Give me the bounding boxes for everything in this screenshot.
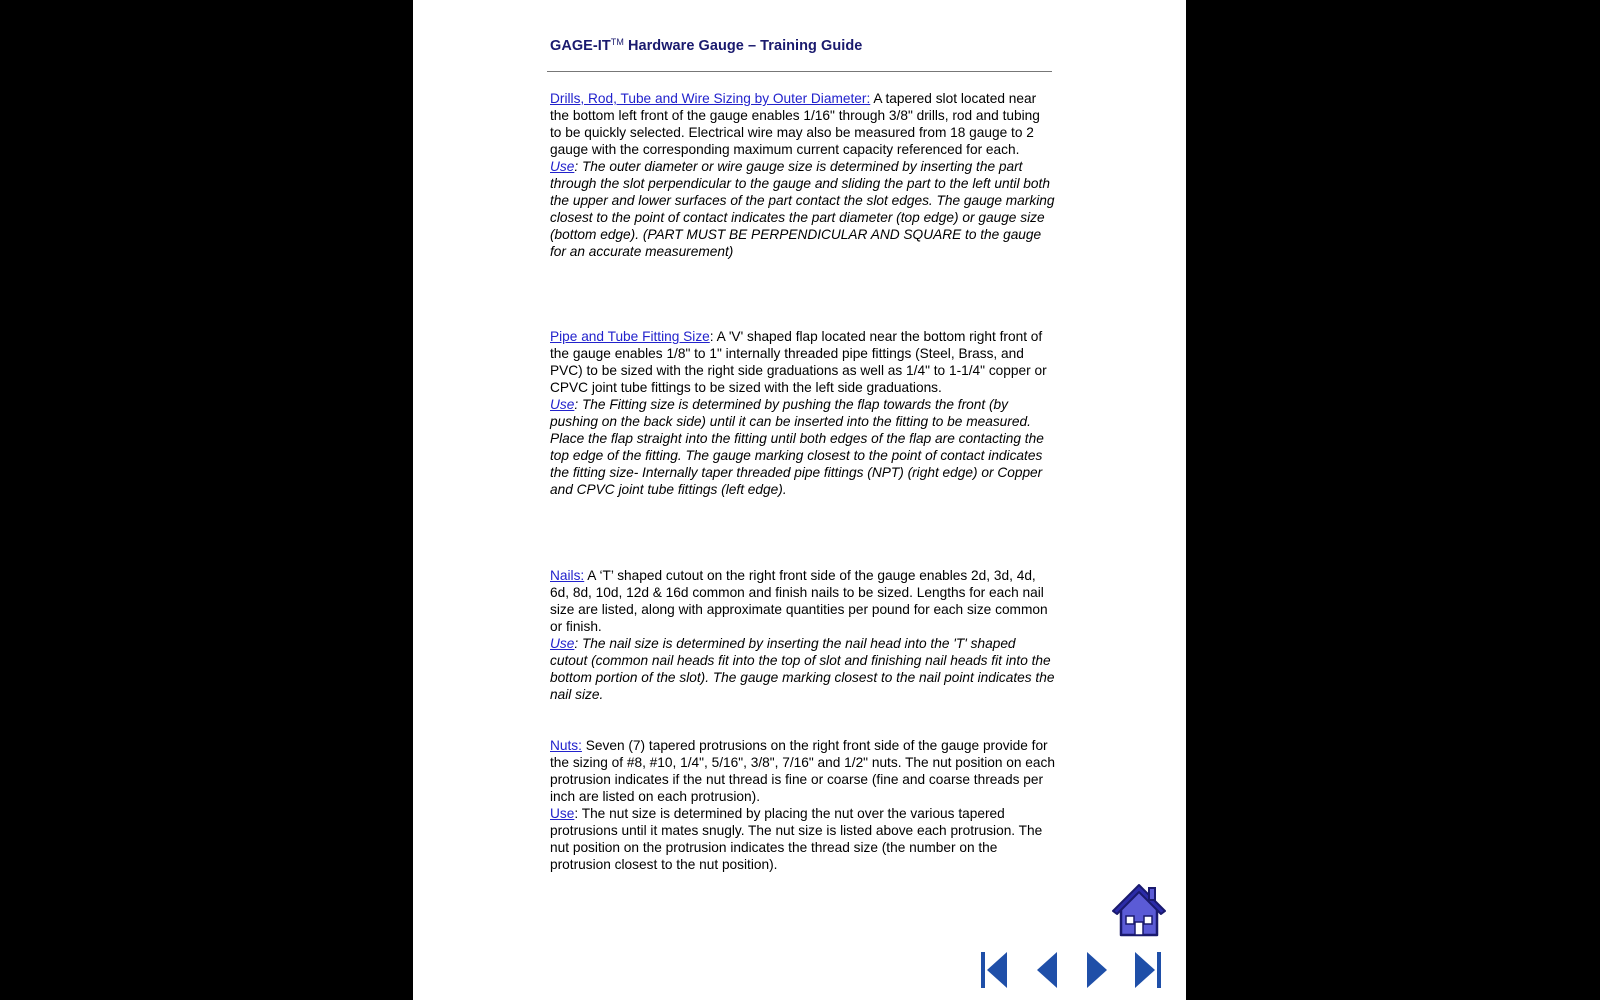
house-icon-graphic: [1109, 880, 1169, 940]
title-divider: [547, 71, 1052, 72]
next-page-icon[interactable]: [1079, 948, 1115, 992]
use-text: : The nut size is determined by placing the nut over the various tapered protrusions until it mates snugly. The nut size is listed above each protrusion. The nut position on the protrusion indicates the thread size (the number on the protrusion closest to the nut position).: [550, 806, 1043, 872]
section-description-paragraph: [550, 567, 1055, 635]
section-heading-link[interactable]: Drills, Rod, Tube and Wire Sizing by Outer Diameter:: [550, 91, 871, 106]
previous-page-icon[interactable]: [1029, 948, 1065, 992]
title-brand: GAGE-IT: [550, 38, 611, 54]
page-title: [550, 37, 862, 54]
section-heading-link[interactable]: Nails:: [550, 568, 585, 583]
section-nuts: [550, 737, 1055, 873]
section-use-paragraph: [550, 396, 1055, 498]
section-heading-link[interactable]: Nuts:: [550, 738, 582, 753]
house-icon[interactable]: [1109, 880, 1169, 940]
section-description: A tapered slot located near the bottom left front of the gauge enables 1/16" through 3/8" drills, rod and tubing to be quickly selected. Electrical wire may also be measured from 18 gauge to 2 gauge with the corresponding maximum current capacity referenced for each.: [550, 91, 1040, 157]
title-trademark: TM: [610, 37, 624, 47]
section-use-paragraph: [550, 635, 1055, 703]
section-heading-link[interactable]: Pipe and Tube Fitting Size: [550, 329, 710, 344]
use-link[interactable]: Use: [550, 806, 575, 821]
use-text: : The outer diameter or wire gauge size is determined by inserting the part through the slot perpendicular to the gauge and sliding the part to the left until both the upper and lower surfaces of the part contact the slot edges. The gauge marking closest to the point of contact indicates the part diameter (top edge) or gauge size (bottom edge). (PART MUST BE PERPENDICULAR AND SQUARE to the gauge for an accurate measurement): [550, 159, 1055, 259]
section-description: A ‘T’ shaped cutout on the right front side of the gauge enables 2d, 3d, 4d, 6d, 8d, 10d, 12d & 16d common and finish nails to be sized. Lengths for each nail size are listed, along with approximate quantities per pound for each size common or finish.: [550, 568, 1048, 634]
section-description-paragraph: [550, 90, 1055, 158]
use-text: : The nail size is determined by inserting the nail head into the 'T' shaped cutout (common nail heads fit into the top of slot and finishing nail heads fit into the bottom portion of the slot). The gauge marking closest to the nail point indicates the nail size.: [550, 636, 1055, 702]
section-nails: [550, 567, 1055, 703]
first-page-icon[interactable]: [977, 948, 1013, 992]
title-text: Hardware Gauge – Training Guide: [623, 38, 863, 54]
section-drills-rod-tube-wire: [550, 90, 1055, 260]
section-use-paragraph: [550, 158, 1055, 260]
next-page-graphic: [1079, 948, 1115, 992]
document-page: [413, 0, 1186, 1000]
section-description: : A 'V' shaped flap located near the bottom right front of the gauge enables 1/8" to 1" internally threaded pipe fittings (Steel, Brass, and PVC) to be sized with the right side graduations as well as 1/4" to 1-1/4" copper or CPVC joint tube fittings to be sized with the left side graduations.: [550, 329, 1047, 395]
section-description-paragraph: [550, 737, 1055, 805]
previous-page-graphic: [1029, 948, 1065, 992]
use-link[interactable]: Use: [550, 397, 575, 412]
section-pipe-tube-fitting: [550, 328, 1055, 498]
last-page-graphic: [1129, 948, 1165, 992]
use-link[interactable]: Use: [550, 159, 575, 174]
use-link[interactable]: Use: [550, 636, 575, 651]
section-use-paragraph: [550, 805, 1055, 873]
section-description-paragraph: [550, 328, 1055, 396]
first-page-graphic: [977, 948, 1013, 992]
last-page-icon[interactable]: [1129, 948, 1165, 992]
use-text: : The Fitting size is determined by pushing the flap towards the front (by pushing on the back side) until it can be inserted into the fitting to be measured. Place the flap straight into the fitting until both edges of the flap are contacting the top edge of the fitting. The gauge marking closest to the point of contact indicates the fitting size- Internally taper threaded pipe fittings (NPT) (right edge) or Copper and CPVC joint tube fittings (left edge).: [550, 397, 1044, 497]
section-description: Seven (7) tapered protrusions on the right front side of the gauge provide for the sizing of #8, #10, 1/4", 5/16", 3/8", 7/16" and 1/2" nuts. The nut position on each protrusion indicates if the nut thread is fine or coarse (fine and coarse threads per inch are listed on each protrusion).: [550, 738, 1055, 804]
